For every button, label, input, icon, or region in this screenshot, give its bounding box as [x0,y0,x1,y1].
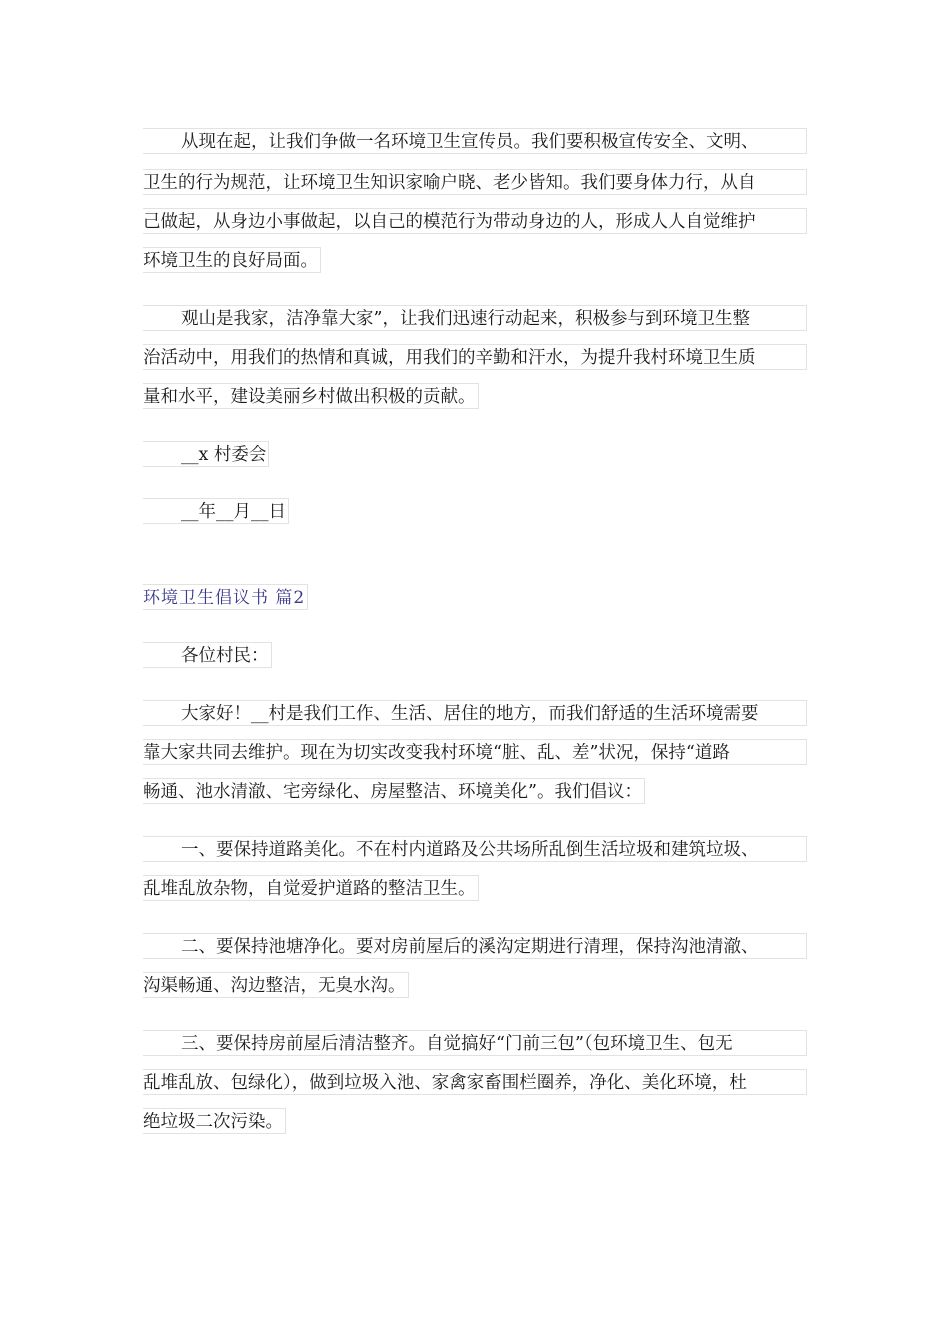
item-3-line-3: 绝垃圾二次污染。 [143,1108,286,1134]
item-3-line-2: 乱堆乱放、包绿化），做到垃圾入池、家禽家畜围栏圈养，净化、美化环境，杜 [143,1069,807,1095]
paragraph-1-line-1: 从现在起，让我们争做一名环境卫生宣传员。我们要积极宣传安全、文明、 [143,128,807,154]
paragraph-3-line-1: 大家好！__村是我们工作、生活、居住的地方，而我们舒适的生活环境需要 [143,700,807,726]
signature-line: __x 村委会 [143,441,269,467]
paragraph-1-line-2: 卫生的行为规范，让环境卫生知识家喻户晓、老少皆知。我们要身体力行，从自 [143,169,807,195]
paragraph-2-line-2: 治活动中，用我们的热情和真诚，用我们的辛勤和汗水，为提升我村环境卫生质 [143,344,807,370]
salutation: 各位村民： [143,642,272,668]
section-heading: 环境卫生倡议书 篇2 [143,584,308,610]
paragraph-3-line-3: 畅通、池水清澈、宅旁绿化、房屋整洁、环境美化”。我们倡议： [143,778,645,804]
date-line: __年__月__日 [143,498,289,524]
paragraph-2-line-3: 量和水平，建设美丽乡村做出积极的贡献。 [143,383,479,409]
item-1-line-2: 乱堆乱放杂物，自觉爱护道路的整洁卫生。 [143,875,479,901]
item-1-line-1: 一、要保持道路美化。不在村内道路及公共场所乱倒生活垃圾和建筑垃圾、 [143,836,807,862]
paragraph-2-line-1: 观山是我家，洁净靠大家”，让我们迅速行动起来，积极参与到环境卫生整 [143,305,807,331]
item-3-line-1: 三、要保持房前屋后清洁整齐。自觉搞好“门前三包”（包环境卫生、包无 [143,1030,807,1056]
paragraph-3-line-2: 靠大家共同去维护。现在为切实改变我村环境“脏、乱、差”状况，保持“道路 [143,739,807,765]
item-2-line-1: 二、要保持池塘净化。要对房前屋后的溪沟定期进行清理，保持沟池清澈、 [143,933,807,959]
paragraph-1-line-4: 环境卫生的良好局面。 [143,247,321,273]
item-2-line-2: 沟渠畅通、沟边整洁，无臭水沟。 [143,972,409,998]
paragraph-1-line-3: 己做起，从身边小事做起，以自己的模范行为带动身边的人，形成人人自觉维护 [143,208,807,234]
